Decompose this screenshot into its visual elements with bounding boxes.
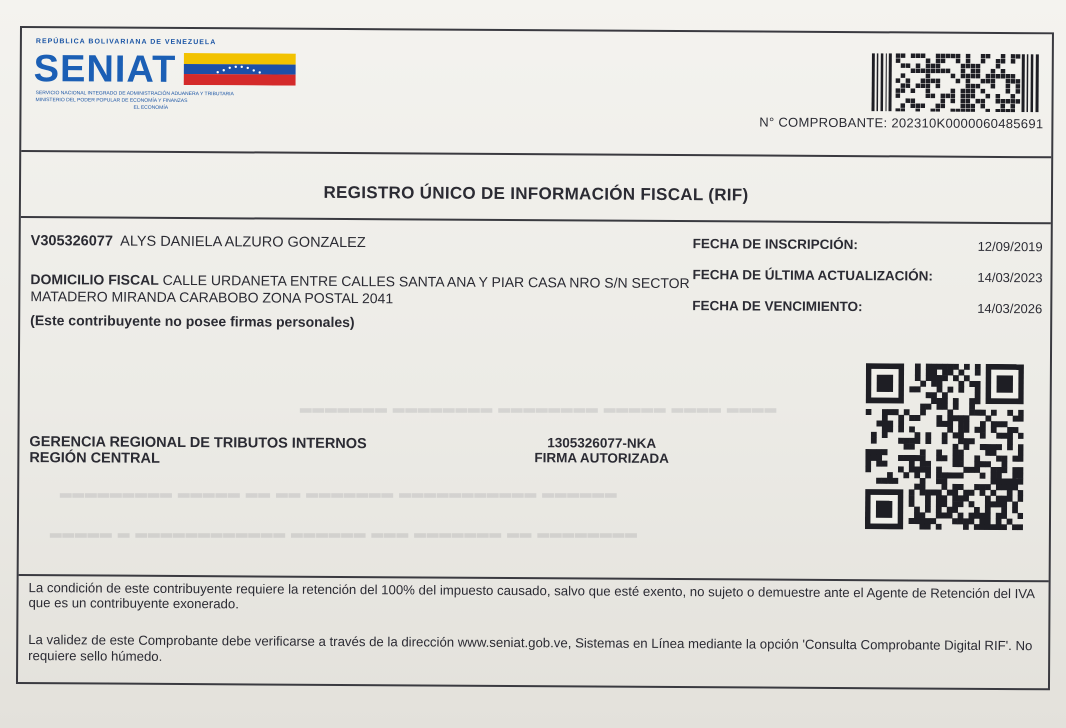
rif-certificate bbox=[16, 26, 1054, 690]
date-label: FECHA DE VENCIMIENTO: bbox=[692, 298, 863, 315]
withholding-note: La condición de este contribuyente requiere la retención del 100% del impuesto causado, salvo que esté exento, no sujeto o demuestre ante el Agente de Retención del IVA que es un contribuyente exonerado. bbox=[28, 580, 1035, 612]
signatures-note: (Este contribuyente no posee firmas personales) bbox=[30, 312, 355, 331]
validity-note: La validez de este Comprobante debe verificarse a través de la dirección www.seniat.gob.ve, Sistemas en Línea mediante la opción 'Consulta Comprobante Digital RIF'. No requiere sello húmedo. bbox=[28, 632, 1033, 664]
date-row-inscripcion bbox=[693, 236, 1043, 269]
date-row-vencimiento bbox=[692, 298, 1042, 331]
document-title: REGISTRO ÚNICO DE INFORMACIÓN FISCAL (RIF) bbox=[323, 182, 749, 205]
logo-subtitle-3: EL ECONOMÍA bbox=[133, 104, 169, 111]
fiscal-address-value: CALLE URDANETA ENTRE CALLES SANTA ANA Y PIAR CASA NRO S/N SECTOR MATADERO MIRANDA CARABOBO ZONA POSTAL 2041 bbox=[30, 271, 690, 307]
taxpayer-name: ALYS DANIELA ALZURO GONZALEZ bbox=[120, 233, 366, 252]
bleed-through-text: ▂▂▂▂▂ ▂ ▂▂▂▂▂▂▂▂▂▂▂▂ ▂▂▂▂▂▂ ▂▂▂ ▂▂▂▂▂▂▂ ▂▂ ▂▂▂▂▂▂▂▂ bbox=[50, 521, 638, 538]
date-value: 14/03/2023 bbox=[977, 269, 1043, 286]
signature-code: 1305326077-NKA bbox=[547, 435, 657, 451]
logo-wordmark: SENIAT bbox=[33, 48, 177, 91]
bleed-through-text: ▂▂▂▂▂▂▂ ▂▂▂▂▂▂▂▂ ▂▂▂▂▂▂▂▂ ▂▂▂▂▂ ▂▂▂▂ ▂▂▂▂ bbox=[300, 396, 778, 413]
date-value: 14/03/2026 bbox=[977, 300, 1043, 317]
date-value: 12/09/2019 bbox=[977, 238, 1043, 255]
logo-subtitle-2: MINISTERIO DEL PODER POPULAR DE ECONOMÍA Y FINANZAS bbox=[35, 97, 188, 105]
date-label: FECHA DE INSCRIPCIÓN: bbox=[692, 236, 858, 253]
qr-code-icon bbox=[865, 363, 1024, 530]
regional-office bbox=[29, 434, 366, 468]
regional-office-line2: REGIÓN CENTRAL bbox=[29, 450, 160, 467]
venezuela-flag-icon bbox=[184, 53, 296, 86]
bleed-through-text: ▂▂▂▂▂▂▂▂▂ ▂▂▂▂▂ ▂▂ ▂▂ ▂▂▂▂▂▂▂ ▂▂▂▂▂▂▂▂▂▂▂ ▂▂▂▂▂▂ bbox=[60, 481, 618, 498]
signature-label: FIRMA AUTORIZADA bbox=[534, 450, 669, 466]
regional-office-line1: GERENCIA REGIONAL DE TRIBUTOS INTERNOS bbox=[29, 434, 367, 453]
divider bbox=[21, 150, 1051, 158]
divider bbox=[21, 216, 1051, 224]
logo-country-text: REPÚBLICA BOLIVARIANA DE VENEZUELA bbox=[35, 38, 217, 47]
rif-number: V305326077 bbox=[30, 233, 113, 250]
taxpayer-id-line bbox=[31, 233, 366, 251]
comprobante-number bbox=[759, 115, 1043, 132]
dates-block bbox=[692, 236, 1043, 331]
date-row-actualizacion bbox=[692, 267, 1042, 300]
seniat-logo bbox=[33, 38, 303, 120]
barcode-icon bbox=[871, 53, 1039, 112]
fiscal-address bbox=[30, 271, 700, 309]
fiscal-address-label: DOMICILIO FISCAL bbox=[30, 271, 159, 288]
comprobante-value: 202310K0000060485691 bbox=[891, 115, 1044, 132]
date-label: FECHA DE ÚLTIMA ACTUALIZACIÓN: bbox=[692, 267, 934, 284]
authorized-signature bbox=[534, 435, 669, 466]
comprobante-label: N° COMPROBANTE: bbox=[759, 114, 888, 131]
logo-subtitle: SERVICIO NACIONAL INTEGRADO DE ADMINISTRACIÓN ADUANERA Y TRIBUTARIA bbox=[35, 90, 234, 98]
